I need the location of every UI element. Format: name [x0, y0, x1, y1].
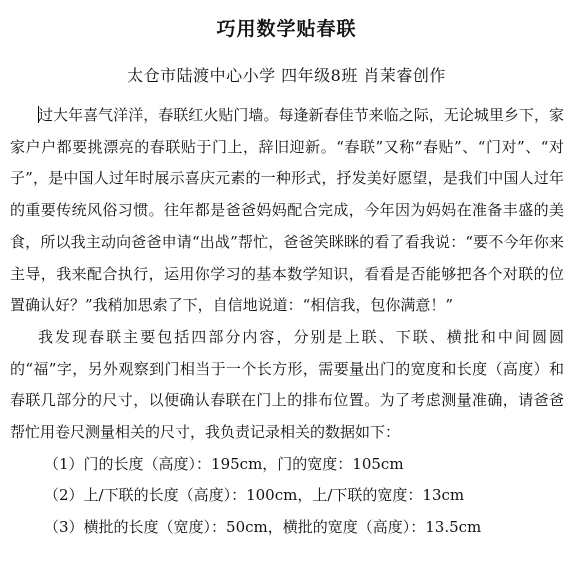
author-byline: 太仓市陆渡中心小学 四年级8班 肖茉睿创作: [127, 66, 446, 85]
measurement-item-1: （1）门的长度（高度）：195cm，门的宽度：105cm: [44, 454, 404, 473]
measurement-item-3: （3）横批的长度（宽度）：50cm，横批的宽度（高度）：13.5cm: [44, 518, 482, 537]
paragraph-2: 我发现春联主要包括四部分内容，分别是上联、下联、横批和中间圆圆的“福”字，另外观察到门相当于一个长方形，需要量出门的宽度和长度（高度）和春联几部分的尺寸，以便确认春联在门上的排布位置。为了考虑测量准确，请爸爸帮忙用卷尺测量相关的尺寸，我负责记录相关的数据如下：: [10, 327, 564, 442]
document-body[interactable]: [10, 100, 564, 544]
paragraph-1: [10, 100, 564, 322]
measurement-item-2: （2）上/下联的长度（高度）：100cm，上/下联的宽度：13cm: [44, 486, 465, 505]
paragraph-1-text: 过大年喜气洋洋，春联红火贴门墙。每逢新春佳节来临之际，无论城里乡下，家家户户都要挑漂亮的春联贴于门上，辞旧迎新。“春联”又称“春贴”、“门对”、“对子”，是中国人过年时展示喜庆元素的一种形式，抒发美好愿望，是我们中国人过年的重要传统风俗习惯。往年都是爸爸妈妈配合完成，今年因为妈妈在准备丰盛的美食，所以我主动向爸爸申请“出战”帮忙，爸爸笑眯眯的看了看我说：“要不今年你来主导，我来配合执行，运用你学习的基本数学知识，看看是否能够把各个对联的位置确认好？”我稍加思索了下，自信地说道：“相信我，包你满意！”: [10, 106, 564, 315]
document-title: 巧用数学贴春联: [216, 18, 357, 40]
